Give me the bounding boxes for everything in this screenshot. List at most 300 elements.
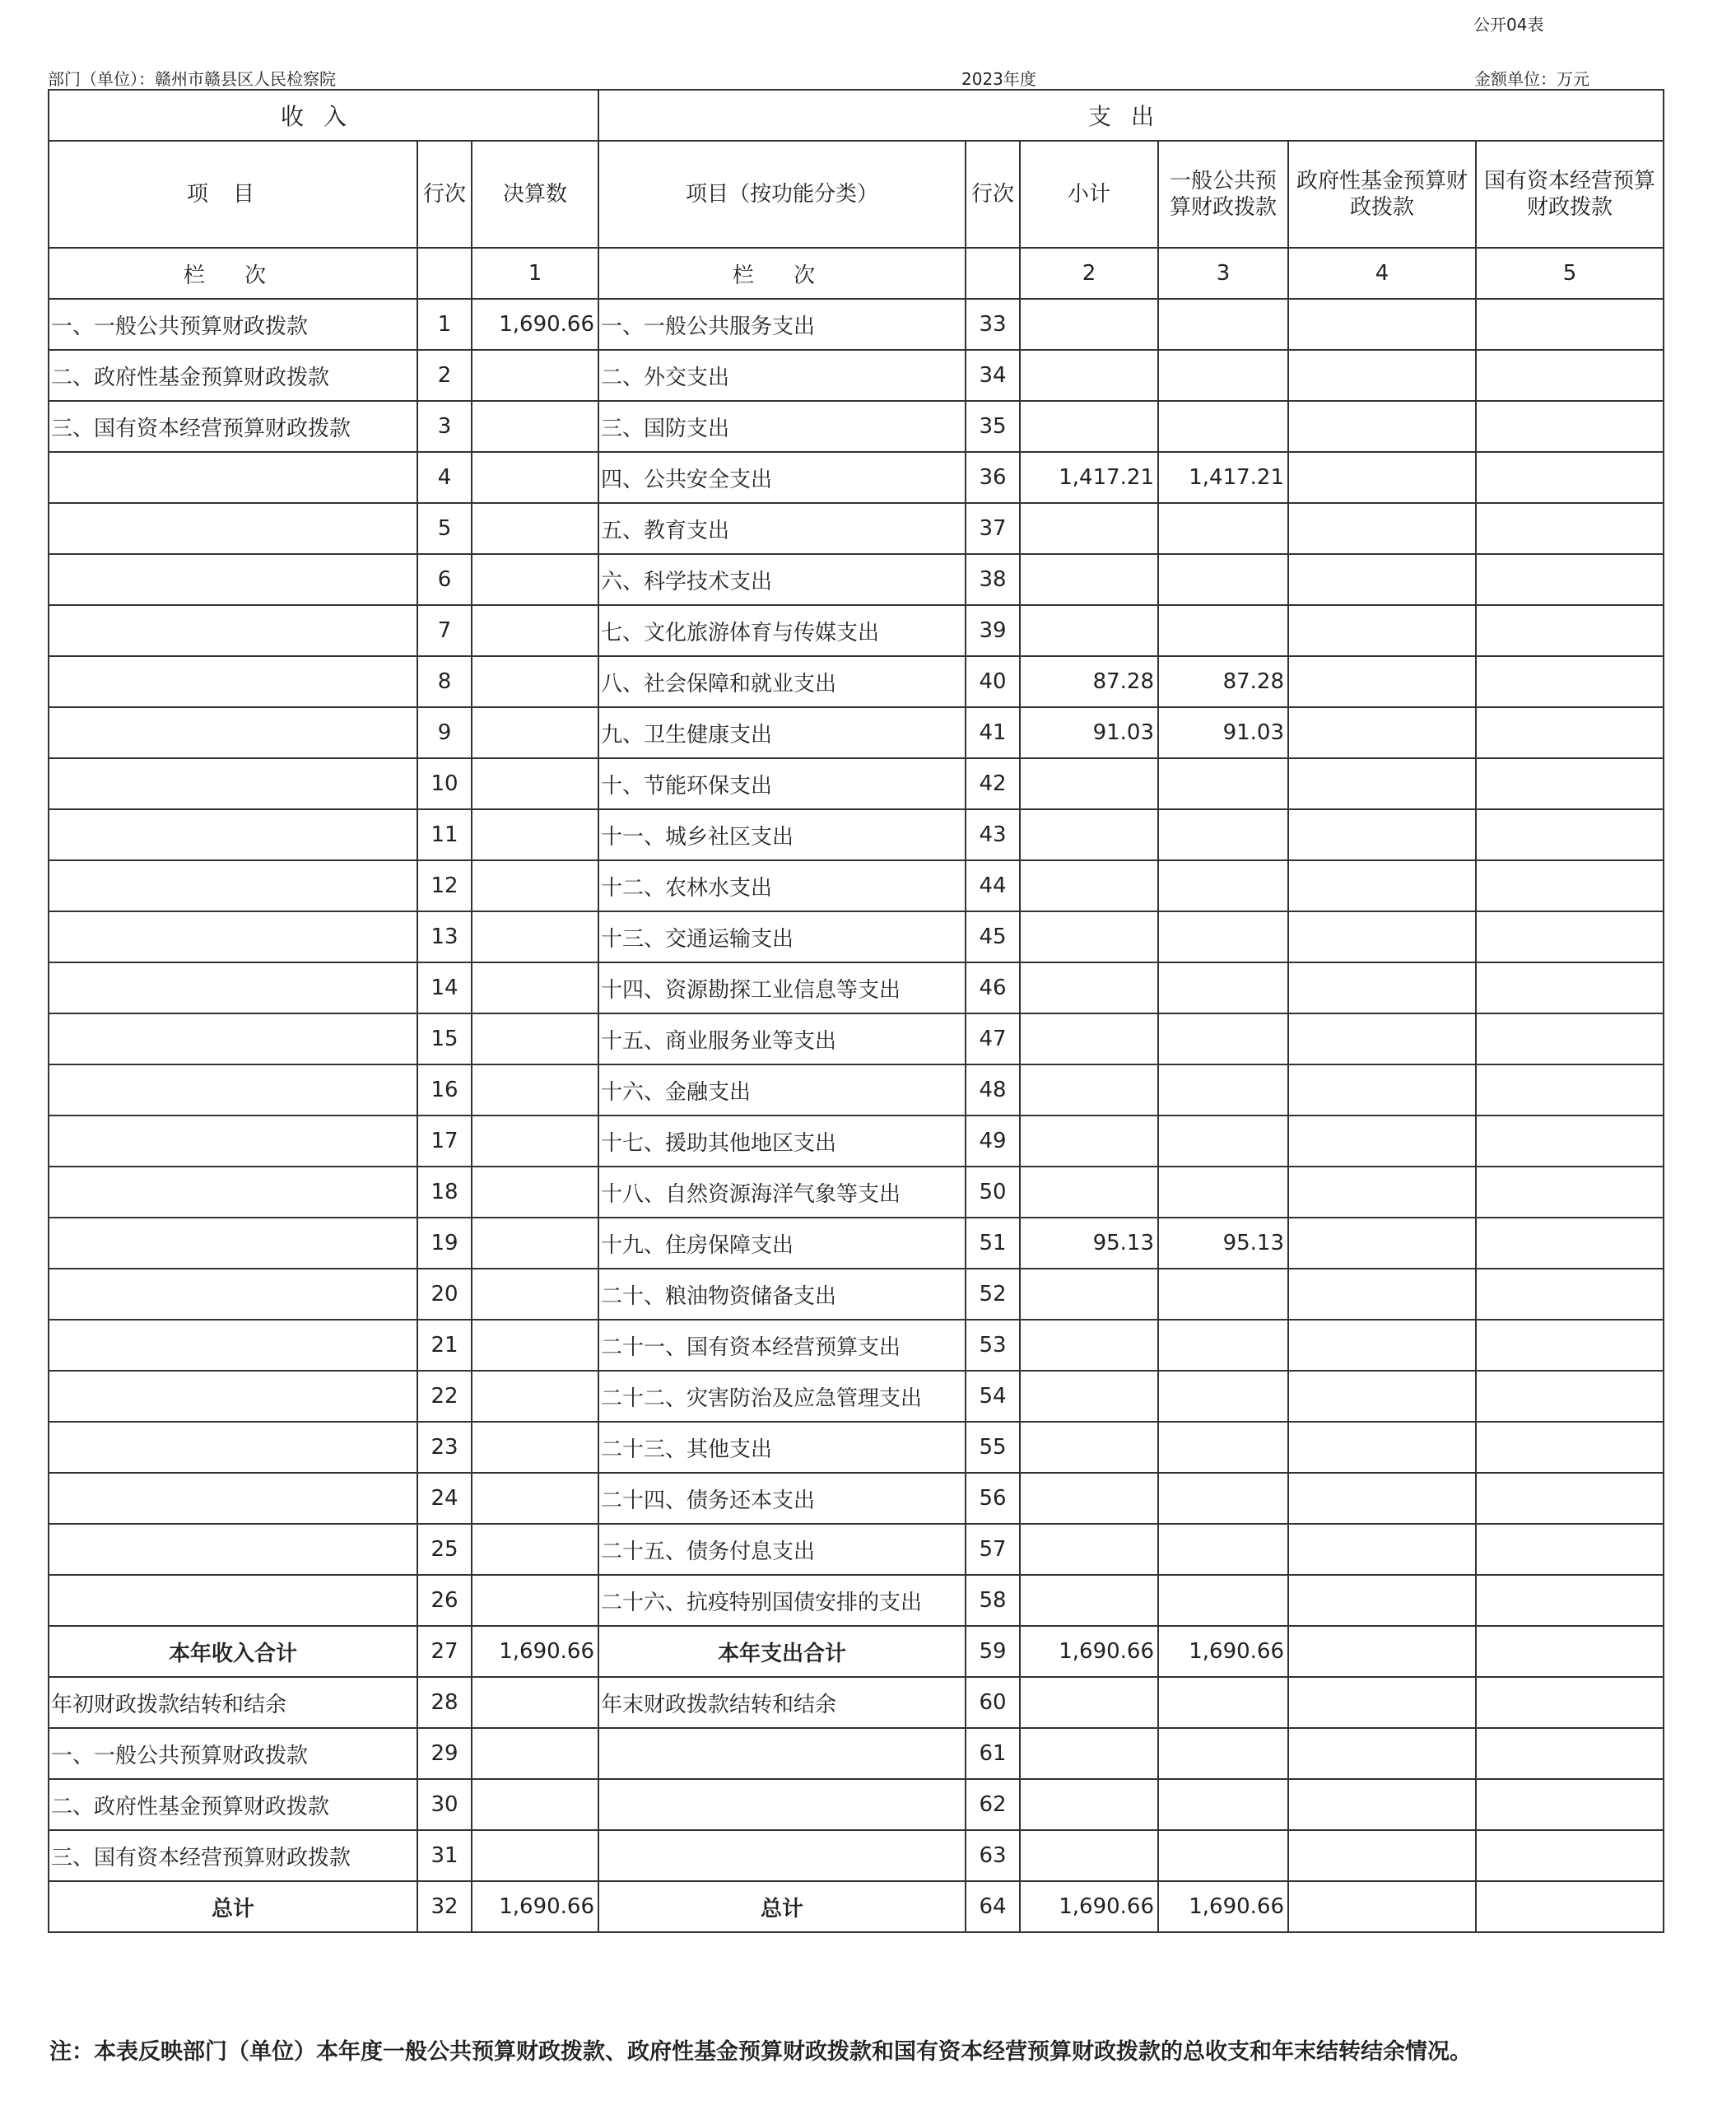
final-amount-cell [472, 1167, 598, 1218]
gov-fund-amount-cell [1288, 656, 1476, 707]
row-no-2-cell: 60 [966, 1677, 1020, 1728]
gov-fund-amount-cell [1288, 1728, 1476, 1779]
expense-item-cell [598, 1728, 966, 1779]
income-item-cell [49, 1473, 417, 1524]
row-no-cell: 30 [417, 1779, 472, 1830]
final-amount-cell [472, 1269, 598, 1320]
final-amount-cell [472, 503, 598, 554]
col-label-left: 栏 次 [49, 248, 417, 299]
income-item-cell [49, 452, 417, 503]
expense-item-cell [598, 1779, 966, 1830]
table-row [49, 1779, 1664, 1830]
row-no-cell: 20 [417, 1269, 472, 1320]
final-amount-cell [472, 1371, 598, 1422]
gen-public-amount-cell [1158, 911, 1288, 962]
expense-section-header: 支出 [598, 90, 1664, 141]
income-item-cell [49, 1371, 417, 1422]
final-amount-cell [472, 1677, 598, 1728]
row-no-cell: 31 [417, 1830, 472, 1881]
header-item: 项目 [49, 141, 417, 248]
row-no-cell: 1 [417, 299, 472, 350]
state-capital-amount-cell [1476, 656, 1664, 707]
final-amount-cell [472, 605, 598, 656]
subtotal-cell [1020, 1524, 1158, 1575]
final-amount-cell [472, 1116, 598, 1167]
subtotal-cell [1020, 401, 1158, 452]
subtotal-cell [1020, 1473, 1158, 1524]
table-row [49, 860, 1664, 911]
gov-fund-amount-cell [1288, 1013, 1476, 1064]
header-gov-fund: 政府性基金预算财政拨款 [1288, 141, 1476, 248]
income-item-cell [49, 503, 417, 554]
expense-item-cell: 二十、粮油物资储备支出 [598, 1269, 966, 1320]
income-item-cell [49, 1269, 417, 1320]
row-no-cell: 27 [417, 1626, 472, 1677]
expense-item-cell: 十六、金融支出 [598, 1064, 966, 1116]
row-no-cell: 4 [417, 452, 472, 503]
final-amount-cell [472, 401, 598, 452]
state-capital-amount-cell [1476, 1218, 1664, 1269]
gen-public-amount-cell [1158, 758, 1288, 809]
row-no-cell: 8 [417, 656, 472, 707]
income-item-cell: 三、国有资本经营预算财政拨款 [49, 1830, 417, 1881]
table-row [49, 1269, 1664, 1320]
gov-fund-amount-cell [1288, 707, 1476, 758]
header-row-no-2: 行次 [966, 141, 1020, 248]
final-amount-cell [472, 1013, 598, 1064]
table-row [49, 707, 1664, 758]
final-amount-cell [472, 860, 598, 911]
row-no-2-cell: 51 [966, 1218, 1020, 1269]
fiscal-appropriation-table [48, 89, 1664, 1933]
row-no-2-cell: 42 [966, 758, 1020, 809]
income-item-cell [49, 809, 417, 860]
income-item-cell: 一、一般公共预算财政拨款 [49, 1728, 417, 1779]
row-no-2-cell: 45 [966, 911, 1020, 962]
row-no-2-cell: 46 [966, 962, 1020, 1013]
state-capital-amount-cell [1476, 1779, 1664, 1830]
row-no-2-cell: 38 [966, 554, 1020, 605]
table-row [49, 1473, 1664, 1524]
income-item-cell [49, 707, 417, 758]
gov-fund-amount-cell [1288, 1116, 1476, 1167]
row-no-cell: 14 [417, 962, 472, 1013]
state-capital-amount-cell [1476, 1677, 1664, 1728]
row-no-cell: 12 [417, 860, 472, 911]
row-no-2-cell: 48 [966, 1064, 1020, 1116]
expense-item-cell: 十三、交通运输支出 [598, 911, 966, 962]
row-no-2-cell: 47 [966, 1013, 1020, 1064]
expense-item-cell: 四、公共安全支出 [598, 452, 966, 503]
final-amount-cell [472, 1779, 598, 1830]
state-capital-amount-cell [1476, 758, 1664, 809]
subtotal-cell: 1,417.21 [1020, 452, 1158, 503]
table-row [49, 554, 1664, 605]
row-no-cell: 25 [417, 1524, 472, 1575]
table-row [49, 809, 1664, 860]
final-amount-cell [472, 1473, 598, 1524]
expense-item-cell: 本年支出合计 [598, 1626, 966, 1677]
row-no-2-cell: 41 [966, 707, 1020, 758]
gen-public-amount-cell [1158, 401, 1288, 452]
state-capital-amount-cell [1476, 1320, 1664, 1371]
row-no-2-cell: 37 [966, 503, 1020, 554]
gen-public-amount-cell [1158, 554, 1288, 605]
income-item-cell: 三、国有资本经营预算财政拨款 [49, 401, 417, 452]
gov-fund-amount-cell [1288, 1320, 1476, 1371]
subtotal-cell [1020, 1728, 1158, 1779]
subtotal-cell [1020, 1371, 1158, 1422]
row-no-cell: 17 [417, 1116, 472, 1167]
expense-item-cell: 十九、住房保障支出 [598, 1218, 966, 1269]
subtotal-cell [1020, 503, 1158, 554]
gov-fund-amount-cell [1288, 911, 1476, 962]
gen-public-amount-cell [1158, 503, 1288, 554]
state-capital-amount-cell [1476, 809, 1664, 860]
gen-public-amount-cell [1158, 1677, 1288, 1728]
gov-fund-amount-cell [1288, 1881, 1476, 1932]
row-no-cell: 11 [417, 809, 472, 860]
row-no-cell: 10 [417, 758, 472, 809]
subtotal-cell [1020, 860, 1158, 911]
gov-fund-amount-cell [1288, 1167, 1476, 1218]
row-no-cell: 3 [417, 401, 472, 452]
state-capital-amount-cell [1476, 860, 1664, 911]
subtotal-cell [1020, 1269, 1158, 1320]
final-amount-cell [472, 1524, 598, 1575]
state-capital-amount-cell [1476, 401, 1664, 452]
final-amount-cell [472, 758, 598, 809]
column-number-row [49, 248, 1664, 299]
row-no-cell: 26 [417, 1575, 472, 1626]
subtotal-cell: 91.03 [1020, 707, 1158, 758]
subtotal-cell: 87.28 [1020, 656, 1158, 707]
subtotal-cell [1020, 1677, 1158, 1728]
row-no-cell: 2 [417, 350, 472, 401]
table-row [49, 1575, 1664, 1626]
final-amount-cell [472, 1575, 598, 1626]
income-item-cell: 年初财政拨款结转和结余 [49, 1677, 417, 1728]
header-final: 决算数 [472, 141, 598, 248]
subtotal-cell [1020, 911, 1158, 962]
final-amount-cell [472, 1218, 598, 1269]
state-capital-amount-cell [1476, 503, 1664, 554]
state-capital-amount-cell [1476, 350, 1664, 401]
final-amount-cell [472, 554, 598, 605]
subtotal-cell [1020, 1575, 1158, 1626]
gov-fund-amount-cell [1288, 299, 1476, 350]
income-item-cell: 一、一般公共预算财政拨款 [49, 299, 417, 350]
gov-fund-amount-cell [1288, 1473, 1476, 1524]
expense-item-cell: 十一、城乡社区支出 [598, 809, 966, 860]
row-no-cell: 19 [417, 1218, 472, 1269]
header-row-no: 行次 [417, 141, 472, 248]
col-num-3: 3 [1158, 248, 1288, 299]
amount-unit: 金额单位：万元 [1474, 69, 1589, 89]
expense-item-cell: 二十二、灾害防治及应急管理支出 [598, 1371, 966, 1422]
state-capital-amount-cell [1476, 962, 1664, 1013]
income-item-cell [49, 1320, 417, 1371]
income-item-cell [49, 758, 417, 809]
department-label: 部门（单位）：赣州市赣县区人民检察院 [48, 69, 336, 89]
table-row [49, 1064, 1664, 1116]
expense-item-cell: 二十四、债务还本支出 [598, 1473, 966, 1524]
expense-item-cell: 九、卫生健康支出 [598, 707, 966, 758]
final-amount-cell: 1,690.66 [472, 299, 598, 350]
expense-item-cell: 二十六、抗疫特别国债安排的支出 [598, 1575, 966, 1626]
row-no-2-cell: 50 [966, 1167, 1020, 1218]
table-row [49, 656, 1664, 707]
row-no-cell: 28 [417, 1677, 472, 1728]
gen-public-amount-cell: 91.03 [1158, 707, 1288, 758]
table-row [49, 503, 1664, 554]
row-no-2-cell: 44 [966, 860, 1020, 911]
state-capital-amount-cell [1476, 1269, 1664, 1320]
row-no-2-cell: 39 [966, 605, 1020, 656]
final-amount-cell: 1,690.66 [472, 1881, 598, 1932]
income-item-cell [49, 1064, 417, 1116]
income-item-cell [49, 656, 417, 707]
table-row [49, 1013, 1664, 1064]
expense-item-cell: 一、一般公共服务支出 [598, 299, 966, 350]
gen-public-amount-cell: 1,417.21 [1158, 452, 1288, 503]
income-item-cell: 总计 [49, 1881, 417, 1932]
row-no-2-cell: 40 [966, 656, 1020, 707]
row-no-2-cell: 62 [966, 1779, 1020, 1830]
expense-item-cell: 八、社会保障和就业支出 [598, 656, 966, 707]
state-capital-amount-cell [1476, 1524, 1664, 1575]
gov-fund-amount-cell [1288, 809, 1476, 860]
table-row [49, 1218, 1664, 1269]
row-no-2-cell: 56 [966, 1473, 1020, 1524]
row-no-cell: 18 [417, 1167, 472, 1218]
subtotal-cell [1020, 1064, 1158, 1116]
row-no-cell: 16 [417, 1064, 472, 1116]
gov-fund-amount-cell [1288, 452, 1476, 503]
table-row [49, 299, 1664, 350]
row-no-cell: 7 [417, 605, 472, 656]
table-row [49, 1881, 1664, 1932]
gov-fund-amount-cell [1288, 1269, 1476, 1320]
income-item-cell [49, 605, 417, 656]
state-capital-amount-cell [1476, 605, 1664, 656]
subtotal-cell [1020, 1116, 1158, 1167]
subtotal-cell [1020, 1013, 1158, 1064]
state-capital-amount-cell [1476, 1830, 1664, 1881]
gen-public-amount-cell: 1,690.66 [1158, 1626, 1288, 1677]
table-row [49, 962, 1664, 1013]
table-row [49, 401, 1664, 452]
row-no-cell: 29 [417, 1728, 472, 1779]
row-no-2-cell: 35 [966, 401, 1020, 452]
row-no-2-cell: 34 [966, 350, 1020, 401]
table-row [49, 1626, 1664, 1677]
col-num-5: 5 [1476, 248, 1664, 299]
row-no-2-cell: 64 [966, 1881, 1020, 1932]
expense-item-cell: 二十三、其他支出 [598, 1422, 966, 1473]
final-amount-cell [472, 962, 598, 1013]
subtotal-cell [1020, 758, 1158, 809]
fiscal-year: 2023年度 [961, 69, 1036, 89]
gen-public-amount-cell [1158, 860, 1288, 911]
row-no-2-cell: 53 [966, 1320, 1020, 1371]
gov-fund-amount-cell [1288, 605, 1476, 656]
state-capital-amount-cell [1476, 1116, 1664, 1167]
gov-fund-amount-cell [1288, 962, 1476, 1013]
gen-public-amount-cell [1158, 1116, 1288, 1167]
meta-row [48, 66, 1661, 91]
gen-public-amount-cell [1158, 350, 1288, 401]
row-no-cell: 15 [417, 1013, 472, 1064]
expense-item-cell: 五、教育支出 [598, 503, 966, 554]
col-blank-2 [966, 248, 1020, 299]
gov-fund-amount-cell [1288, 401, 1476, 452]
gen-public-amount-cell [1158, 299, 1288, 350]
state-capital-amount-cell [1476, 1881, 1664, 1932]
income-item-cell [49, 962, 417, 1013]
income-item-cell [49, 1575, 417, 1626]
table-row [49, 1830, 1664, 1881]
state-capital-amount-cell [1476, 1575, 1664, 1626]
gov-fund-amount-cell [1288, 1064, 1476, 1116]
table-code: 公开04表 [1473, 15, 1544, 35]
subtotal-cell [1020, 1830, 1158, 1881]
row-no-cell: 24 [417, 1473, 472, 1524]
expense-item-cell: 十二、农林水支出 [598, 860, 966, 911]
table-row [49, 1524, 1664, 1575]
row-no-2-cell: 63 [966, 1830, 1020, 1881]
row-no-2-cell: 58 [966, 1575, 1020, 1626]
col-num-2: 2 [1020, 248, 1158, 299]
state-capital-amount-cell [1476, 1064, 1664, 1116]
gen-public-amount-cell [1158, 1728, 1288, 1779]
gov-fund-amount-cell [1288, 1626, 1476, 1677]
income-item-cell [49, 1422, 417, 1473]
final-amount-cell [472, 1064, 598, 1116]
row-no-cell: 13 [417, 911, 472, 962]
subtotal-cell: 1,690.66 [1020, 1626, 1158, 1677]
expense-item-cell: 十五、商业服务业等支出 [598, 1013, 966, 1064]
final-amount-cell: 1,690.66 [472, 1626, 598, 1677]
final-amount-cell [472, 707, 598, 758]
expense-item-cell: 二十一、国有资本经营预算支出 [598, 1320, 966, 1371]
table-row [49, 1167, 1664, 1218]
subtotal-cell [1020, 350, 1158, 401]
state-capital-amount-cell [1476, 554, 1664, 605]
gen-public-amount-cell [1158, 1473, 1288, 1524]
table-row [49, 1728, 1664, 1779]
gen-public-amount-cell [1158, 605, 1288, 656]
gen-public-amount-cell [1158, 1422, 1288, 1473]
gen-public-amount-cell [1158, 1524, 1288, 1575]
expense-item-cell: 二十五、债务付息支出 [598, 1524, 966, 1575]
expense-item-cell: 六、科学技术支出 [598, 554, 966, 605]
subtotal-cell [1020, 299, 1158, 350]
gen-public-amount-cell [1158, 1575, 1288, 1626]
footnote: 注：本表反映部门（单位）本年度一般公共预算财政拨款、政府性基金预算财政拨款和国有资本经营预算财政拨款的总收支和年末结转结余情况。 [49, 2039, 1472, 2065]
expense-item-cell: 七、文化旅游体育与传媒支出 [598, 605, 966, 656]
final-amount-cell [472, 656, 598, 707]
final-amount-cell [472, 1728, 598, 1779]
row-no-2-cell: 55 [966, 1422, 1020, 1473]
row-no-cell: 21 [417, 1320, 472, 1371]
gov-fund-amount-cell [1288, 1371, 1476, 1422]
table-row [49, 350, 1664, 401]
subtotal-cell [1020, 1320, 1158, 1371]
subtotal-cell [1020, 809, 1158, 860]
gov-fund-amount-cell [1288, 1830, 1476, 1881]
state-capital-amount-cell [1476, 1626, 1664, 1677]
row-no-2-cell: 54 [966, 1371, 1020, 1422]
subtotal-cell: 1,690.66 [1020, 1881, 1158, 1932]
subtotal-cell [1020, 962, 1158, 1013]
header-item-func: 项目（按功能分类） [598, 141, 966, 248]
row-no-2-cell: 57 [966, 1524, 1020, 1575]
state-capital-amount-cell [1476, 299, 1664, 350]
gen-public-amount-cell [1158, 1269, 1288, 1320]
state-capital-amount-cell [1476, 1473, 1664, 1524]
income-item-cell [49, 1167, 417, 1218]
expense-item-cell [598, 1830, 966, 1881]
gen-public-amount-cell [1158, 1013, 1288, 1064]
state-capital-amount-cell [1476, 1371, 1664, 1422]
row-no-cell: 9 [417, 707, 472, 758]
col-num-1: 1 [472, 248, 598, 299]
row-no-2-cell: 33 [966, 299, 1020, 350]
gen-public-amount-cell: 1,690.66 [1158, 1881, 1288, 1932]
expense-item-cell: 二、外交支出 [598, 350, 966, 401]
row-no-2-cell: 61 [966, 1728, 1020, 1779]
subtotal-cell: 95.13 [1020, 1218, 1158, 1269]
income-item-cell [49, 554, 417, 605]
state-capital-amount-cell [1476, 452, 1664, 503]
expense-item-cell: 十七、援助其他地区支出 [598, 1116, 966, 1167]
gov-fund-amount-cell [1288, 758, 1476, 809]
expense-item-cell: 年末财政拨款结转和结余 [598, 1677, 966, 1728]
final-amount-cell [472, 350, 598, 401]
table-row [49, 452, 1664, 503]
final-amount-cell [472, 1320, 598, 1371]
gen-public-amount-cell [1158, 1371, 1288, 1422]
table-row [49, 1677, 1664, 1728]
income-item-cell [49, 1524, 417, 1575]
gen-public-amount-cell: 87.28 [1158, 656, 1288, 707]
gov-fund-amount-cell [1288, 554, 1476, 605]
col-num-4: 4 [1288, 248, 1476, 299]
row-no-2-cell: 43 [966, 809, 1020, 860]
income-section-header: 收入 [49, 90, 598, 141]
income-item-cell: 二、政府性基金预算财政拨款 [49, 1779, 417, 1830]
column-header-row [49, 141, 1664, 248]
gov-fund-amount-cell [1288, 350, 1476, 401]
expense-item-cell: 十八、自然资源海洋气象等支出 [598, 1167, 966, 1218]
expense-item-cell: 总计 [598, 1881, 966, 1932]
state-capital-amount-cell [1476, 911, 1664, 962]
subtotal-cell [1020, 1779, 1158, 1830]
income-item-cell [49, 1116, 417, 1167]
row-no-cell: 5 [417, 503, 472, 554]
row-no-cell: 6 [417, 554, 472, 605]
income-item-cell: 二、政府性基金预算财政拨款 [49, 350, 417, 401]
row-no-cell: 23 [417, 1422, 472, 1473]
expense-item-cell: 十四、资源勘探工业信息等支出 [598, 962, 966, 1013]
state-capital-amount-cell [1476, 707, 1664, 758]
final-amount-cell [472, 911, 598, 962]
income-item-cell [49, 1218, 417, 1269]
gen-public-amount-cell [1158, 1167, 1288, 1218]
gov-fund-amount-cell [1288, 1575, 1476, 1626]
income-item-cell [49, 860, 417, 911]
